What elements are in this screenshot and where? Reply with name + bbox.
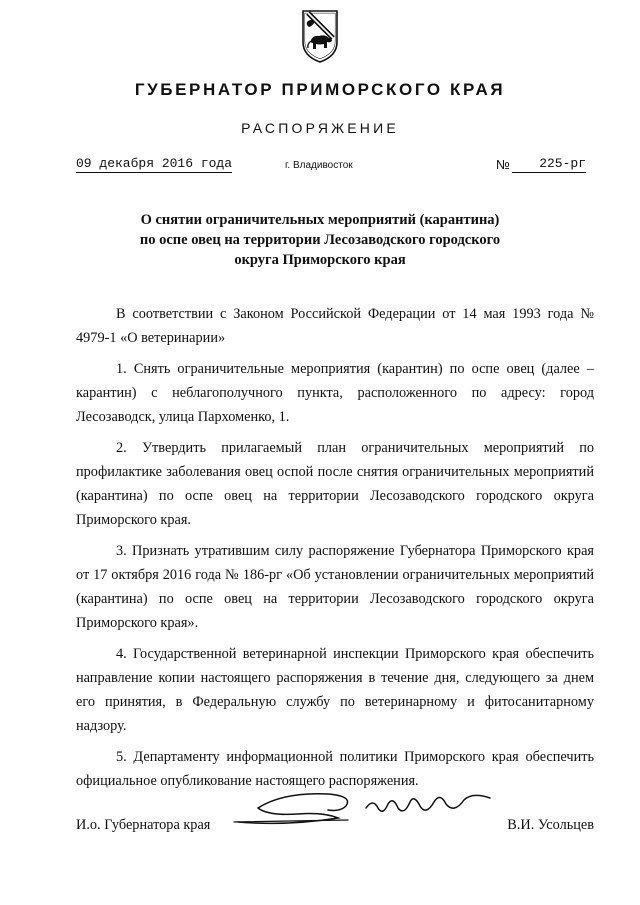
body-paragraph-2: 2. Утвердить прилагаемый план ограничительных мероприятий по профилактике заболевания овец оспой после снятия ограничительных мероприятий (карантина) по оспе овец на территории Лесозаводского городского округа Приморского края.	[76, 440, 594, 528]
body-paragraph-5: 5. Департаменту информационной политики Приморского края обеспечить официальное опубликование настоящего распоряжения.	[76, 749, 594, 789]
title-line: по оспе овец на территории Лесозаводского городского	[139, 232, 501, 248]
issuing-authority: ГУБЕРНАТОР ПРИМОРСКОГО КРАЯ	[134, 80, 506, 99]
document-title	[80, 210, 560, 270]
document-type: РАСПОРЯЖЕНИЕ	[241, 120, 399, 136]
title-line: О снятии ограничительных мероприятий (карантина)	[140, 212, 500, 228]
signatory-name: В.И. Усольцев	[507, 817, 594, 833]
document-city: г. Владивосток	[285, 160, 353, 171]
body-paragraph-4: 4. Государственной ветеринарной инспекции Приморского края обеспечить направление копии настоящего распоряжения в течение дня, следующего за днем его принятия, в Федеральную службу по ветеринарному и фитосанитарному надзору.	[76, 646, 594, 734]
coat-of-arms-icon	[299, 8, 341, 64]
body-paragraph-preamble: В соответствии с Законом Российской Федерации от 14 мая 1993 года № 4979-1 «О ветеринарии»	[76, 306, 594, 346]
body-paragraph-1: 1. Снять ограничительные мероприятия (карантин) по оспе овец (далее – карантин) с неблагополучного пункта, расположенного по адресу: город Лесозаводск, улица Пархоменко, 1.	[76, 361, 594, 425]
document-number: 225-рг	[512, 156, 586, 173]
title-line: округа Приморского края	[234, 252, 406, 268]
signatory-title: И.о. Губернатора края	[76, 817, 211, 833]
body-paragraph-3: 3. Признать утратившим силу распоряжение Губернатора Приморского края от 17 октября 2016 года № 186-рг «Об установлении ограничительных мероприятий (карантина) по оспе овец на территории Лесозаводского городского округа Приморского края».	[76, 543, 594, 631]
number-sign: №	[496, 157, 510, 172]
document-date: 09 декабря 2016 года	[76, 156, 233, 171]
handwritten-signature	[228, 778, 508, 830]
document-body	[76, 302, 594, 800]
